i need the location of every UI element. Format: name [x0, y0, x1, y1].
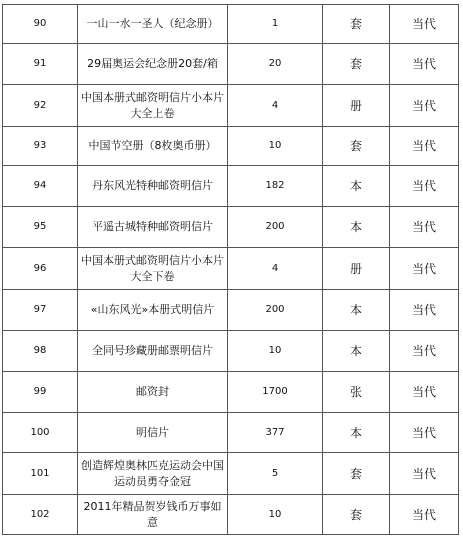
collection-table: [2, 4, 459, 535]
table-row: [3, 331, 459, 372]
table-row: [3, 413, 459, 453]
item-era: 当代: [390, 453, 459, 495]
item-era: 当代: [390, 413, 459, 453]
table-row: [3, 5, 459, 44]
table-row: [3, 372, 459, 413]
item-era: 当代: [390, 44, 459, 85]
table-row: [3, 248, 459, 290]
item-unit: 本: [323, 166, 390, 207]
item-quantity: 4: [228, 85, 323, 127]
item-name: 丹东风光特种邮资明信片: [78, 166, 228, 207]
row-number: 99: [3, 372, 78, 413]
row-number: 98: [3, 331, 78, 372]
item-unit: 套: [323, 127, 390, 166]
item-name: 中国本册式邮资明信片小本片大全下卷: [78, 248, 228, 290]
item-era: 当代: [390, 166, 459, 207]
item-unit: 本: [323, 207, 390, 248]
item-name: 平遥古城特种邮资明信片: [78, 207, 228, 248]
row-number: 90: [3, 5, 78, 44]
row-number: 93: [3, 127, 78, 166]
row-number: 91: [3, 44, 78, 85]
table-row: [3, 166, 459, 207]
item-name: 邮资封: [78, 372, 228, 413]
row-number: 92: [3, 85, 78, 127]
item-era: 当代: [390, 372, 459, 413]
item-unit: 本: [323, 413, 390, 453]
table-row: [3, 127, 459, 166]
item-name: 全同号珍藏册邮票明信片: [78, 331, 228, 372]
item-quantity: 1: [228, 5, 323, 44]
item-unit: 套: [323, 5, 390, 44]
item-quantity: 5: [228, 453, 323, 495]
item-unit: 册: [323, 85, 390, 127]
item-era: 当代: [390, 248, 459, 290]
item-era: 当代: [390, 5, 459, 44]
item-unit: 张: [323, 372, 390, 413]
item-name: 中国本册式邮资明信片小本片大全上卷: [78, 85, 228, 127]
row-number: 97: [3, 290, 78, 331]
item-quantity: 200: [228, 207, 323, 248]
table-row: [3, 453, 459, 495]
item-quantity: 10: [228, 495, 323, 535]
row-number: 102: [3, 495, 78, 535]
row-number: 101: [3, 453, 78, 495]
item-name: 创造辉煌奥林匹克运动会中国运动员勇夺金冠: [78, 453, 228, 495]
row-number: 96: [3, 248, 78, 290]
table-row: [3, 85, 459, 127]
item-era: 当代: [390, 290, 459, 331]
item-unit: 套: [323, 453, 390, 495]
item-name: 2011年精品贺岁钱币万事如意: [78, 495, 228, 535]
row-number: 94: [3, 166, 78, 207]
table-row: [3, 44, 459, 85]
item-quantity: 1700: [228, 372, 323, 413]
item-unit: 册: [323, 248, 390, 290]
item-era: 当代: [390, 207, 459, 248]
item-quantity: 20: [228, 44, 323, 85]
item-era: 当代: [390, 127, 459, 166]
item-unit: 套: [323, 44, 390, 85]
item-name: 一山一水一圣人（纪念册）: [78, 5, 228, 44]
item-unit: 本: [323, 331, 390, 372]
table-row: [3, 207, 459, 248]
row-number: 95: [3, 207, 78, 248]
item-quantity: 182: [228, 166, 323, 207]
item-quantity: 377: [228, 413, 323, 453]
item-name: 29届奥运会纪念册20套/箱: [78, 44, 228, 85]
row-number: 100: [3, 413, 78, 453]
item-unit: 本: [323, 290, 390, 331]
item-name: 明信片: [78, 413, 228, 453]
item-unit: 套: [323, 495, 390, 535]
item-quantity: 4: [228, 248, 323, 290]
item-era: 当代: [390, 85, 459, 127]
item-era: 当代: [390, 331, 459, 372]
table-row: [3, 495, 459, 535]
item-name: «山东风光»本册式明信片: [78, 290, 228, 331]
item-quantity: 10: [228, 127, 323, 166]
item-name: 中国节空册（8枚奥币册）: [78, 127, 228, 166]
item-quantity: 200: [228, 290, 323, 331]
table-row: [3, 290, 459, 331]
item-era: 当代: [390, 495, 459, 535]
item-quantity: 10: [228, 331, 323, 372]
